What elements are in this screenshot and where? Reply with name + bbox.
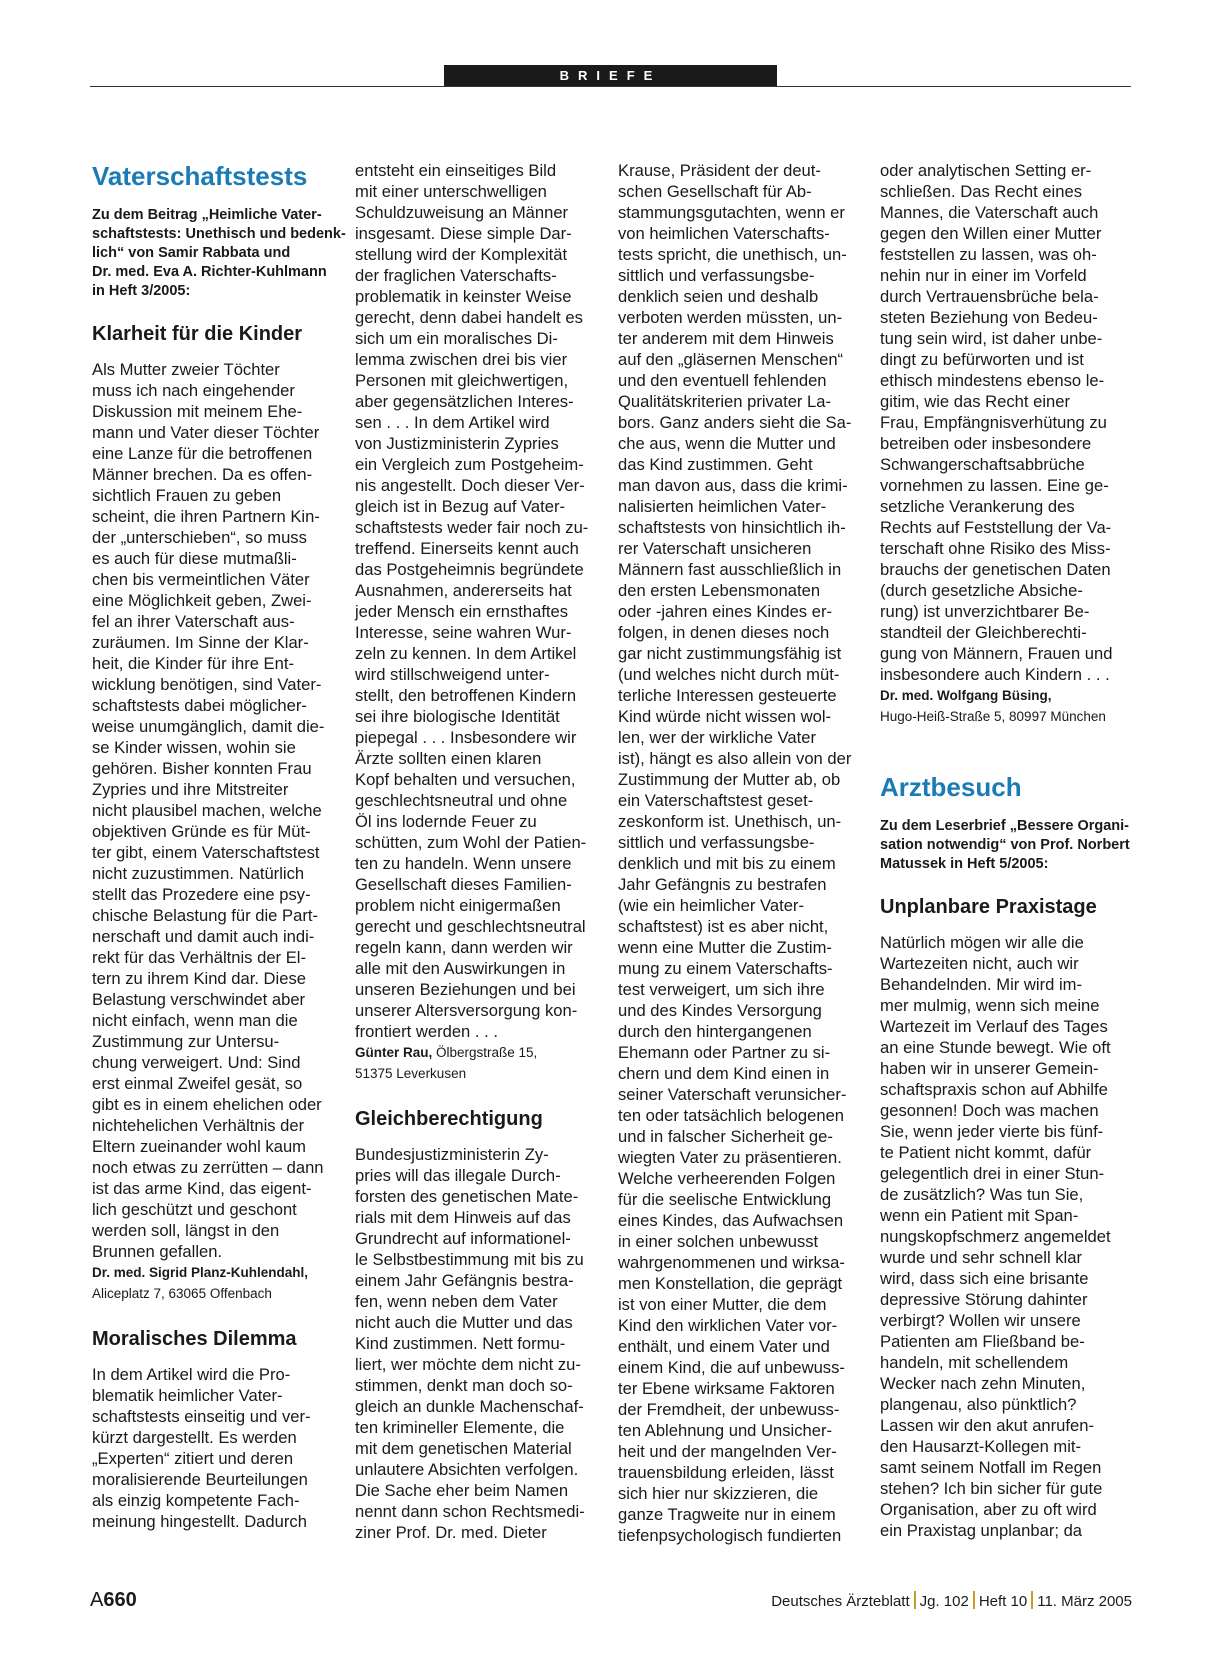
- text-line: noch etwas zu zerrütten – dann: [92, 1158, 324, 1177]
- text-line: unserer Altersversorgung kon-: [355, 1001, 578, 1020]
- text-line: dingt zu befürworten und ist: [880, 350, 1084, 369]
- text-line: steten Beziehung von Bedeu-: [880, 308, 1098, 327]
- text-line: wurde und sehr schnell klar: [880, 1248, 1082, 1267]
- text-line: eine Lanze für die betroffenen: [92, 444, 313, 463]
- text-line: Zustimmung zur Untersu-: [92, 1032, 280, 1051]
- letter-signature: [355, 1042, 602, 1084]
- text-line: auf den „gläsernen Menschen“: [618, 350, 844, 369]
- text-line: gerecht, denn dabei handelt es: [355, 308, 583, 327]
- text-line: che aus, wenn die Mutter und: [618, 434, 836, 453]
- text-line: unseren Beziehungen und bei: [355, 980, 576, 999]
- text-line: le Selbstbestimmung mit bis zu: [355, 1250, 584, 1269]
- text-line: Zu dem Leserbrief „Bessere Organi-: [880, 818, 1129, 834]
- text-line: gegen den Willen einer Mutter: [880, 224, 1102, 243]
- text-line: Kind zustimmen. Nett formu-: [355, 1334, 566, 1353]
- text-line: ter gibt, einem Vaterschaftstest: [92, 843, 320, 862]
- text-line: stimmen, denkt man doch so-: [355, 1376, 573, 1395]
- text-line: entsteht ein einseitiges Bild: [355, 161, 557, 180]
- text-line: nichtehelichen Verhältnis der: [92, 1116, 305, 1135]
- text-line: sich um ein moralisches Di-: [355, 329, 558, 348]
- text-line: wenn eine Mutter die Zustim-: [618, 938, 832, 957]
- author-address: Ölbergstraße 15,: [432, 1045, 538, 1060]
- text-line: fel an ihrer Vaterschaft aus-: [92, 612, 295, 631]
- author-address: Aliceplatz 7, 63065 Offenbach: [92, 1286, 272, 1301]
- text-line: sation notwendig“ von Prof. Norbert: [880, 837, 1130, 853]
- text-line: chische Belastung für die Part-: [92, 906, 318, 925]
- text-line: oder -jahren eines Kindes er-: [618, 602, 832, 621]
- text-line: Kind den wirklichen Vater vor-: [618, 1316, 838, 1335]
- text-line: schaftstests weder fair noch zu-: [355, 518, 589, 537]
- author-address: Hugo-Heiß-Straße 5, 80997 München: [880, 709, 1106, 724]
- text-line: sei ihre biologische Identität: [355, 707, 560, 726]
- text-line: muss ich nach eingehender: [92, 381, 295, 400]
- text-line: jeder Mensch ein ernsthaftes: [355, 602, 569, 621]
- text-line: für die seelische Entwicklung: [618, 1190, 832, 1209]
- text-line: gerecht und geschlechtsneutral: [355, 917, 586, 936]
- column-1: [92, 160, 346, 1532]
- text-line: gelegentlich drei in einer Stun-: [880, 1164, 1105, 1183]
- text-line: und den eventuell fehlenden: [618, 371, 827, 390]
- letter-body: [92, 1364, 339, 1532]
- text-line: brauchs der genetischen Daten: [880, 560, 1111, 579]
- text-line: feststellen zu lassen, was oh-: [880, 245, 1097, 264]
- text-line: Gesellschaft dieses Familien-: [355, 875, 572, 894]
- text-line: Lassen wir den akut anrufen-: [880, 1416, 1095, 1435]
- text-line: Kind würde nicht wissen wol-: [618, 707, 832, 726]
- text-line: Qualitätskriterien privater La-: [618, 392, 832, 411]
- article-title: Vaterschaftstests: [92, 161, 308, 191]
- letter-body: [618, 160, 865, 1546]
- text-line: (und welches nicht durch müt-: [618, 665, 840, 684]
- text-line: se Kinder wissen, wohin sie: [92, 738, 296, 757]
- text-line: es auch für diese mutmaßli-: [92, 549, 297, 568]
- text-line: rials mit dem Hinweis auf das: [355, 1208, 571, 1227]
- text-line: schütten, zum Wohl der Patien-: [355, 833, 587, 852]
- text-line: tung sein wird, ist daher unbe-: [880, 329, 1103, 348]
- text-line: Sie, wenn jeder vierte bis fünf-: [880, 1122, 1104, 1141]
- text-line: Schwangerschaftsabbrüche: [880, 455, 1085, 474]
- text-line: Welche verheerenden Folgen: [618, 1169, 836, 1188]
- text-line: test verweigert, um sich ihre: [618, 980, 825, 999]
- text-line: gar nicht zustimmungsfähig ist: [618, 644, 842, 663]
- text-line: Wartezeit im Verlauf des Tages: [880, 1017, 1108, 1036]
- text-line: alle mit den Auswirkungen in: [355, 959, 566, 978]
- text-line: durch Vertrauensbrüche bela-: [880, 287, 1099, 306]
- signature-line: [880, 685, 1127, 706]
- text-line: betreiben oder insbesondere: [880, 434, 1092, 453]
- text-line: sen . . . In dem Artikel wird: [355, 413, 550, 432]
- page-prefix: A: [90, 1589, 104, 1611]
- text-line: Zypries und ihre Mitstreiter: [92, 780, 289, 799]
- letter-body: [880, 932, 1127, 1541]
- text-line: tests spricht, die unethisch, un-: [618, 245, 847, 264]
- text-line: gehören. Bisher konnten Frau: [92, 759, 312, 778]
- text-line: aber gegensätzlichen Interes-: [355, 392, 574, 411]
- text-line: treffend. Einerseits kennt auch: [355, 539, 579, 558]
- text-line: Mannes, die Vaterschaft auch: [880, 203, 1099, 222]
- text-line: der Fremdheit, der unbewuss-: [618, 1400, 840, 1419]
- text-line: stellt das Prozedere eine psy-: [92, 885, 311, 904]
- text-line: das Kind zustimmen. Geht: [618, 455, 813, 474]
- text-line: Die Sache eher beim Namen: [355, 1481, 569, 1500]
- header-rule: [90, 86, 1131, 87]
- text-line: Männer brechen. Da es offen-: [92, 465, 313, 484]
- text-line: men Konstellation, die geprägt: [618, 1274, 843, 1293]
- text-line: scheint, die ihren Partnern Kin-: [92, 507, 320, 526]
- text-line: unlautere Absichten verfolgen.: [355, 1460, 579, 1479]
- text-line: schaftstest) ist es aber nicht,: [618, 917, 829, 936]
- text-line: insbesondere auch Kindern . . .: [880, 665, 1110, 684]
- text-line: oder analytischen Setting er-: [880, 161, 1092, 180]
- text-line: Wecker nach zehn Minuten,: [880, 1374, 1086, 1393]
- text-line: nicht plausibel machen, welche: [92, 801, 322, 820]
- text-line: Bundesjustizministerin Zy-: [355, 1145, 549, 1164]
- text-line: rung) ist unverzichtbarer Be-: [880, 602, 1090, 621]
- text-line: samt seinem Notfall im Regen: [880, 1458, 1102, 1477]
- text-line: Interesse, seine wahren Wur-: [355, 623, 572, 642]
- text-line: mer mulmig, wenn sich meine: [880, 996, 1100, 1015]
- letter-body: [92, 359, 339, 1262]
- text-line: (durch gesetzliche Absiche-: [880, 581, 1083, 600]
- text-line: Frau, Empfängnisverhütung zu: [880, 413, 1107, 432]
- journal-name: Deutsches Ärzteblatt: [771, 1593, 910, 1610]
- signature-line: [92, 1262, 339, 1283]
- text-line: gleich an dunkle Machenschaf-: [355, 1397, 584, 1416]
- signature-line: [880, 706, 1127, 727]
- text-line: schaftstests dabei möglicher-: [92, 696, 307, 715]
- spacer: [880, 727, 1127, 749]
- text-line: rekt für das Verhältnis der El-: [92, 948, 306, 967]
- text-line: standteil der Gleichberechti-: [880, 623, 1087, 642]
- text-line: wicklung benötigen, sind Vater-: [92, 675, 322, 694]
- text-line: Personen mit gleichwertigen,: [355, 371, 569, 390]
- text-line: gung von Männern, Frauen und: [880, 644, 1113, 663]
- separator: [914, 1591, 916, 1609]
- text-line: bors. Ganz anders sieht die Sa-: [618, 413, 852, 432]
- separator: [973, 1591, 975, 1609]
- text-line: werden soll, längst in den: [92, 1221, 280, 1240]
- text-line: folgen, in denen dieses noch: [618, 623, 830, 642]
- text-line: Rechts auf Feststellung der Va-: [880, 518, 1112, 537]
- text-line: ein Vaterschaftstest geset-: [618, 791, 814, 810]
- text-line: nennt dann schon Rechtsmedi-: [355, 1502, 585, 1521]
- article-intro: [92, 206, 346, 301]
- text-line: sichtlich Frauen zu geben: [92, 486, 282, 505]
- text-line: ist von einer Mutter, die dem: [618, 1295, 827, 1314]
- text-line: heit und der mangelnden Ver-: [618, 1442, 837, 1461]
- text-line: chen bis vermeintlichen Väter: [92, 570, 310, 589]
- text-line: denklich und mit bis zu einem: [618, 854, 836, 873]
- text-line: liert, wer möchte dem nicht zu-: [355, 1355, 581, 1374]
- text-line: blematik heimlicher Vater-: [92, 1386, 283, 1405]
- text-line: heit, die Kinder für ihre Ent-: [92, 654, 294, 673]
- text-line: depressive Störung dahinter: [880, 1290, 1088, 1309]
- signature-line: [92, 1283, 339, 1304]
- text-line: schaftspraxis schon auf Abhilfe: [880, 1080, 1108, 1099]
- text-line: Ausnahmen, andererseits hat: [355, 581, 572, 600]
- text-line: Öl ins lodernde Feuer zu: [355, 812, 537, 831]
- text-line: insgesamt. Diese simple Dar-: [355, 224, 572, 243]
- text-line: der „unterschieben“, so muss: [92, 528, 307, 547]
- text-line: lich“ von Samir Rabbata und: [92, 245, 291, 261]
- text-line: ganze Tragweite nur in einem: [618, 1505, 836, 1524]
- text-line: moralisierende Beurteilungen: [92, 1470, 308, 1489]
- text-line: frontiert werden . . .: [355, 1022, 498, 1041]
- letter-heading: Klarheit für die Kinder: [92, 323, 303, 345]
- text-line: einem Jahr Gefängnis bestra-: [355, 1271, 574, 1290]
- text-line: ten oder tatsächlich belogenen: [618, 1106, 845, 1125]
- text-line: problematik in keinster Weise: [355, 287, 572, 306]
- text-line: gesonnen! Doch was machen: [880, 1101, 1099, 1120]
- text-line: nungskopfschmerz angemeldet: [880, 1227, 1111, 1246]
- text-line: ten Ablehnung und Unsicher-: [618, 1421, 833, 1440]
- text-line: ein Vergleich zum Postgeheim-: [355, 455, 584, 474]
- separator: [1031, 1591, 1033, 1609]
- journal-issue: Heft 10: [978, 1593, 1028, 1610]
- text-line: gitim, wie das Recht einer: [880, 392, 1070, 411]
- spacer: [880, 749, 1127, 771]
- text-line: Zustimmung der Mutter ab, ob: [618, 770, 841, 789]
- text-line: rer Vaterschaft unsicheren: [618, 539, 812, 558]
- signature-line: [355, 1063, 602, 1084]
- text-line: meinung hingestellt. Dadurch: [92, 1512, 307, 1531]
- text-line: lemma zwischen drei bis vier: [355, 350, 568, 369]
- text-line: plangenau, also pünktlich?: [880, 1395, 1077, 1414]
- column-4: [880, 160, 1130, 1541]
- text-line: Als Mutter zweier Töchter: [92, 360, 280, 379]
- text-line: zuräumen. Im Sinne der Klar-: [92, 633, 309, 652]
- text-line: schaftstests von hinsichtlich ih-: [618, 518, 846, 537]
- text-line: mung zu einem Vaterschafts-: [618, 959, 833, 978]
- text-line: Ärzte sollten einen klaren: [355, 749, 542, 768]
- text-line: mit einer unterschwelligen: [355, 182, 547, 201]
- text-line: gleich ist in Bezug auf Vater-: [355, 497, 565, 516]
- letter-heading: Unplanbare Praxistage: [880, 896, 1097, 918]
- letter-body: [880, 160, 1127, 685]
- text-line: Eltern zueinander wohl kaum: [92, 1137, 306, 1156]
- text-line: nehin nur in einer im Vorfeld: [880, 266, 1087, 285]
- journal-info: [771, 1591, 1132, 1612]
- letter-signature: [92, 1262, 339, 1304]
- article-intro: [880, 817, 1130, 874]
- section-header: BRIEFE: [444, 65, 777, 86]
- text-line: ter anderem mit dem Hinweis: [618, 329, 834, 348]
- letter-heading: Gleichberechtigung: [355, 1108, 543, 1130]
- journal-date: 11. März 2005: [1037, 1593, 1132, 1610]
- text-line: schaftstests einseitig und ver-: [92, 1407, 311, 1426]
- text-line: eine Möglichkeit geben, Zwei-: [92, 591, 312, 610]
- text-line: ein Praxistag unplanbar; da: [880, 1521, 1083, 1540]
- text-line: erst einmal Zweifel gesät, so: [92, 1074, 303, 1093]
- text-line: mit dem genetischen Material: [355, 1439, 572, 1458]
- text-line: das Postgeheimnis begründete: [355, 560, 584, 579]
- text-line: piepegal . . . Insbesondere wir: [355, 728, 577, 747]
- text-line: vornehmen zu lassen. Eine ge-: [880, 476, 1109, 495]
- text-line: problem nicht einigermaßen: [355, 896, 561, 915]
- text-line: gibt es in einem ehelichen oder: [92, 1095, 322, 1114]
- page-number: [90, 1588, 137, 1612]
- letter-signature: [880, 685, 1127, 727]
- text-line: von Justizministerin Zypries: [355, 434, 559, 453]
- text-line: Behandelnden. Mir wird im-: [880, 975, 1082, 994]
- text-line: stellt, den betroffenen Kindern: [355, 686, 577, 705]
- text-line: zeln zu kennen. In dem Artikel: [355, 644, 577, 663]
- text-line: seiner Vaterschaft verunsicher-: [618, 1085, 847, 1104]
- text-line: der fraglichen Vaterschafts-: [355, 266, 557, 285]
- text-line: denklich seien und deshalb: [618, 287, 819, 306]
- text-line: schließen. Das Recht eines: [880, 182, 1082, 201]
- text-line: tern zu ihrem Kind dar. Diese: [92, 969, 306, 988]
- text-line: pries will das illegale Durch-: [355, 1166, 561, 1185]
- page-number-value: 660: [103, 1589, 137, 1611]
- column-2: [355, 160, 602, 1543]
- text-line: wird stillschweigend unter-: [355, 665, 550, 684]
- text-line: wird, dass sich eine brisante: [880, 1269, 1089, 1288]
- author-name: Dr. med. Wolfgang Büsing,: [880, 688, 1052, 703]
- text-line: in einer solchen unbewusst: [618, 1232, 819, 1251]
- text-line: handeln, mit schellendem: [880, 1353, 1069, 1372]
- text-line: objektiven Gründe es für Müt-: [92, 822, 311, 841]
- text-line: nicht einfach, wenn man die: [92, 1011, 298, 1030]
- text-line: von heimlichen Vaterschafts-: [618, 224, 830, 243]
- text-line: ziner Prof. Dr. med. Dieter: [355, 1523, 547, 1542]
- text-line: als einzig kompetente Fach-: [92, 1491, 300, 1510]
- text-line: ter Ebene wirksame Faktoren: [618, 1379, 835, 1398]
- text-line: Ehemann oder Partner zu si-: [618, 1043, 831, 1062]
- text-line: lich geschützt und geschont: [92, 1200, 297, 1219]
- text-line: Wartezeiten nicht, auch wir: [880, 954, 1079, 973]
- letter-body: [355, 1144, 602, 1543]
- text-line: Schuldzuweisung an Männer: [355, 203, 569, 222]
- text-line: eines Kindes, das Aufwachsen: [618, 1211, 844, 1230]
- text-line: weise unumgänglich, damit die-: [92, 717, 325, 736]
- text-line: ethisch mindestens ebenso le-: [880, 371, 1105, 390]
- text-line: Dr. med. Eva A. Richter-Kuhlmann: [92, 264, 327, 280]
- text-line: Jahr Gefängnis zu bestrafen: [618, 875, 827, 894]
- text-line: stammungsgutachten, wenn er: [618, 203, 845, 222]
- text-line: schaftstests: Unethisch und bedenk-: [92, 226, 346, 242]
- text-line: ist), hängt es also allein von der: [618, 749, 852, 768]
- text-line: te Patient nicht kommt, dafür: [880, 1143, 1092, 1162]
- text-line: (wie ein heimlicher Vater-: [618, 896, 804, 915]
- text-line: ten zu handeln. Wenn unsere: [355, 854, 572, 873]
- text-line: und in falscher Sicherheit ge-: [618, 1127, 833, 1146]
- letter-heading: Moralisches Dilemma: [92, 1328, 297, 1350]
- text-line: Brunnen gefallen.: [92, 1242, 223, 1261]
- text-line: sittlich und verfassungsbe-: [618, 266, 815, 285]
- text-line: wahrgenommenen und wirksa-: [618, 1253, 845, 1272]
- spacer: [92, 1304, 339, 1326]
- text-line: stehen? Ich bin sicher für gute: [880, 1479, 1103, 1498]
- text-line: nis angestellt. Doch dieser Ver-: [355, 476, 585, 495]
- text-line: Diskussion mit meinem Ehe-: [92, 402, 303, 421]
- text-line: chern und dem Kind einen in: [618, 1064, 830, 1083]
- letter-body: [355, 160, 602, 1042]
- text-line: chung verweigert. Und: Sind: [92, 1053, 301, 1072]
- text-line: len, wer der wirkliche Vater: [618, 728, 816, 747]
- text-line: und des Kindes Versorgung: [618, 1001, 822, 1020]
- text-line: schen Gesellschaft für Ab-: [618, 182, 812, 201]
- text-line: Krause, Präsident der deut-: [618, 161, 821, 180]
- text-line: setzliche Verankerung des: [880, 497, 1075, 516]
- text-line: man davon aus, dass die krimi-: [618, 476, 848, 495]
- journal-volume: Jg. 102: [919, 1593, 969, 1610]
- text-line: ten krimineller Elemente, die: [355, 1418, 565, 1437]
- text-line: Zu dem Beitrag „Heimliche Vater-: [92, 207, 322, 223]
- text-line: verboten werden müssten, un-: [618, 308, 843, 327]
- text-line: verbirgt? Wollen wir unsere: [880, 1311, 1081, 1330]
- text-line: Belastung verschwindet aber: [92, 990, 306, 1009]
- text-line: regeln kann, dann werden wir: [355, 938, 573, 957]
- text-line: In dem Artikel wird die Pro-: [92, 1365, 291, 1384]
- text-line: mann und Vater dieser Töchter: [92, 423, 320, 442]
- text-line: tiefenpsychologisch fundierten: [618, 1526, 842, 1545]
- author-address: 51375 Leverkusen: [355, 1066, 467, 1081]
- text-line: wiegten Vater zu präsentieren.: [618, 1148, 842, 1167]
- article-title: Arztbesuch: [880, 772, 1022, 802]
- text-line: zeskonform ist. Unethisch, un-: [618, 812, 842, 831]
- text-line: sittlich und verfassungsbe-: [618, 833, 815, 852]
- text-line: nicht auch die Mutter und das: [355, 1313, 573, 1332]
- author-name: Günter Rau,: [355, 1045, 433, 1060]
- text-line: nicht zuzustimmen. Natürlich: [92, 864, 305, 883]
- text-line: Patienten am Fließband be-: [880, 1332, 1085, 1351]
- text-line: an eine Stunde bewegt. Wie oft: [880, 1038, 1111, 1057]
- text-line: wenn ein Patient mit Span-: [880, 1206, 1079, 1225]
- text-line: haben wir in unserer Gemein-: [880, 1059, 1099, 1078]
- text-line: trauensbildung erleiden, lässt: [618, 1463, 834, 1482]
- text-line: forsten des genetischen Mate-: [355, 1187, 579, 1206]
- text-line: den Hausarzt-Kollegen mit-: [880, 1437, 1082, 1456]
- text-line: terschaft ohne Risiko des Miss-: [880, 539, 1111, 558]
- text-line: enthält, und einem Vater und: [618, 1337, 830, 1356]
- column-3: [618, 160, 865, 1546]
- text-line: Matussek in Heft 5/2005:: [880, 856, 1049, 872]
- text-line: den ersten Lebensmonaten: [618, 581, 821, 600]
- spacer: [355, 1084, 602, 1106]
- text-line: durch den hintergangenen: [618, 1022, 812, 1041]
- text-line: Organisation, aber zu oft wird: [880, 1500, 1097, 1519]
- text-line: geschlechtsneutral und ohne: [355, 791, 568, 810]
- text-line: terliche Interessen gesteuerte: [618, 686, 837, 705]
- text-line: kürzt dargestellt. Es werden: [92, 1428, 297, 1447]
- text-line: stellung wird der Komplexität: [355, 245, 568, 264]
- text-line: Männern fast ausschließlich in: [618, 560, 842, 579]
- text-line: „Experten“ zitiert und deren: [92, 1449, 294, 1468]
- text-line: Natürlich mögen wir alle die: [880, 933, 1084, 952]
- text-line: in Heft 3/2005:: [92, 283, 191, 299]
- signature-line: [355, 1042, 602, 1063]
- text-line: fen, wenn neben dem Vater: [355, 1292, 558, 1311]
- text-line: nalisierten heimlichen Vater-: [618, 497, 827, 516]
- text-line: ist das arme Kind, das eigent-: [92, 1179, 312, 1198]
- text-line: Grundrecht auf informationel-: [355, 1229, 571, 1248]
- text-line: nerschaft und damit auch indi-: [92, 927, 315, 946]
- text-line: sich hier nur skizzieren, die: [618, 1484, 819, 1503]
- text-line: de zusätzlich? Was tun Sie,: [880, 1185, 1084, 1204]
- author-name: Dr. med. Sigrid Planz-Kuhlendahl,: [92, 1265, 309, 1280]
- text-line: Kopf behalten und versuchen,: [355, 770, 576, 789]
- text-line: einem Kind, die auf unbewuss-: [618, 1358, 845, 1377]
